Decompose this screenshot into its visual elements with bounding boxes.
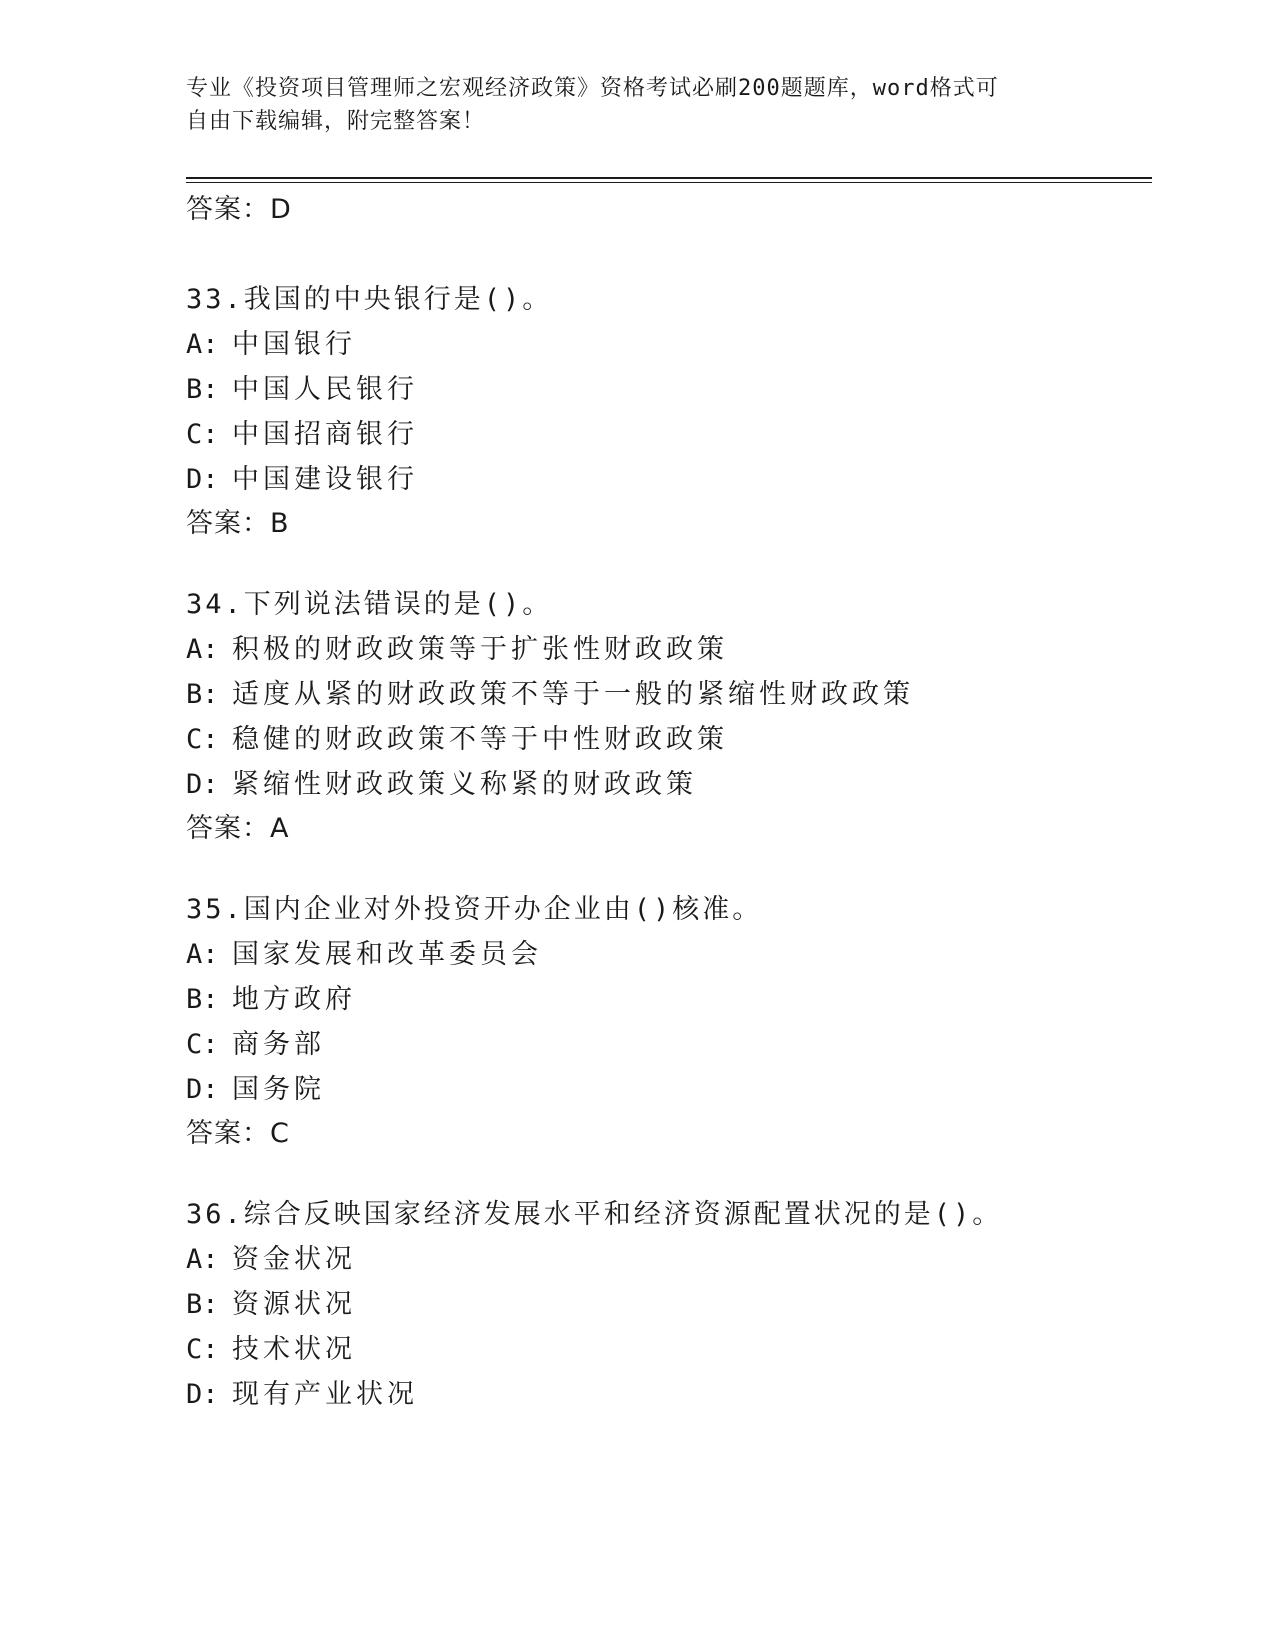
option-letter: A: (186, 329, 219, 360)
document-header (186, 72, 1086, 138)
question-text: 36.综合反映国家经济发展水平和经济资源配置状况的是()。 (186, 1199, 1003, 1230)
option-text: 积极的财政政策等于扩张性财政政策 (232, 634, 728, 665)
question-text: 34.下列说法错误的是()。 (186, 589, 553, 620)
question-text: 35.国内企业对外投资开办企业由()核准。 (186, 894, 763, 925)
option-a (186, 1237, 1002, 1282)
option-letter: C: (186, 724, 219, 755)
option-letter: C: (186, 1029, 219, 1060)
option-d (186, 1067, 762, 1112)
option-letter: D: (186, 769, 219, 800)
option-text: 中国银行 (232, 329, 356, 360)
option-letter: C: (186, 419, 219, 450)
option-b (186, 1282, 1002, 1327)
answer-text: 答案：B (186, 508, 290, 539)
option-text: 中国人民银行 (232, 374, 418, 405)
option-text: 资源状况 (232, 1289, 356, 1320)
header-line-2: 自由下载编辑，附完整答案！ (186, 109, 486, 134)
option-text: 中国建设银行 (232, 464, 418, 495)
option-letter: B: (186, 984, 219, 1015)
option-letter: D: (186, 464, 219, 495)
option-d (186, 1372, 1002, 1417)
option-letter: D: (186, 1379, 219, 1410)
option-letter: A: (186, 939, 219, 970)
question-text: 33.我国的中央银行是()。 (186, 284, 553, 315)
option-b (186, 977, 762, 1022)
answer-text: 答案：A (186, 813, 290, 844)
header-rule-thin (186, 182, 1152, 183)
option-text: 现有产业状况 (232, 1379, 418, 1410)
option-letter: B: (186, 679, 219, 710)
option-text: 技术状况 (232, 1334, 356, 1365)
option-letter: B: (186, 1289, 219, 1320)
option-letter: A: (186, 1244, 219, 1275)
option-a (186, 322, 552, 367)
question-block-35 (186, 887, 762, 1156)
option-b (186, 672, 914, 717)
answer-text: 答案：C (186, 1118, 290, 1149)
header-line-1: 专业《投资项目管理师之宏观经济政策》资格考试必刷200题题库，word格式可 (186, 76, 999, 101)
question-block-34 (186, 582, 914, 851)
question-block-36 (186, 1192, 1002, 1417)
option-c (186, 412, 552, 457)
option-letter: C: (186, 1334, 219, 1365)
option-c (186, 1327, 1002, 1372)
header-rule-thick (186, 177, 1152, 179)
option-d (186, 762, 914, 807)
option-text: 中国招商银行 (232, 419, 418, 450)
option-text: 地方政府 (232, 984, 356, 1015)
option-letter: A: (186, 634, 219, 665)
option-c (186, 717, 914, 762)
option-c (186, 1022, 762, 1067)
option-a (186, 932, 762, 977)
option-d (186, 457, 552, 502)
option-a (186, 627, 914, 672)
option-b (186, 367, 552, 412)
question-block-33 (186, 277, 552, 546)
prev-answer: 答案：D (186, 194, 292, 225)
option-text: 国务院 (232, 1074, 325, 1105)
option-text: 适度从紧的财政政策不等于一般的紧缩性财政政策 (232, 679, 914, 710)
option-text: 紧缩性财政政策义称紧的财政政策 (232, 769, 697, 800)
option-text: 国家发展和改革委员会 (232, 939, 542, 970)
option-text: 稳健的财政政策不等于中性财政政策 (232, 724, 728, 755)
option-letter: D: (186, 1074, 219, 1105)
option-text: 资金状况 (232, 1244, 356, 1275)
option-text: 商务部 (232, 1029, 325, 1060)
option-letter: B: (186, 374, 219, 405)
